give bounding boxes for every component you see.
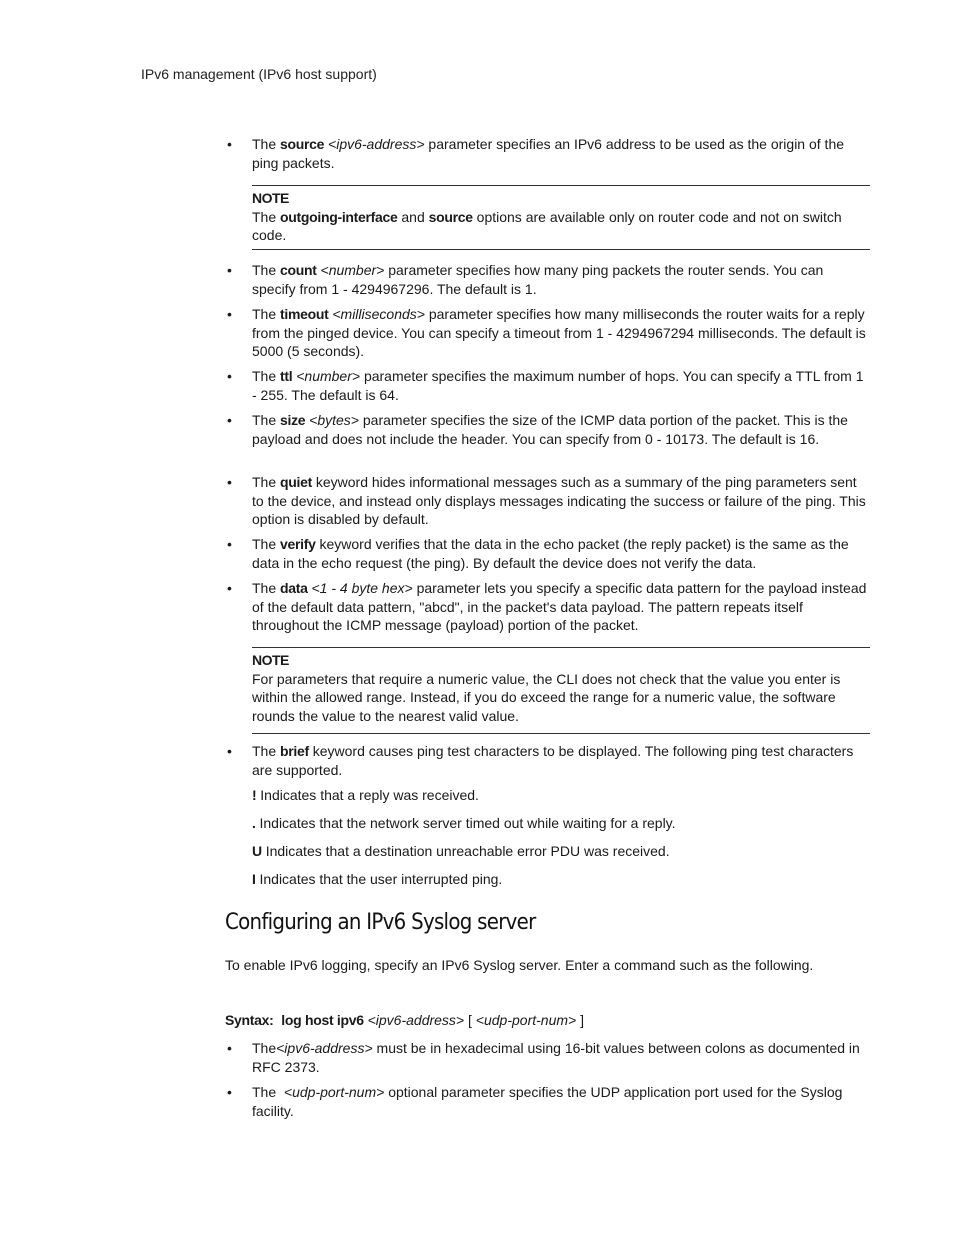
- text: keyword hides informational messages such as a summary of the ping parameters sent to the device, and instead only displays messages indicating the success or failure of the ping. This option is disabled by default.: [252, 474, 866, 527]
- ping-char-symbol: .: [252, 815, 256, 831]
- text: parameter specifies the maximum number of hops. You can specify a TTL from 1 - 255. The default is 64.: [252, 368, 864, 403]
- text: keyword causes ping test characters to be displayed. The following ping test characters are supported.: [252, 743, 854, 778]
- ping-char-timeout: [252, 814, 870, 833]
- text: Indicates that the network server timed out while waiting for a reply.: [255, 815, 676, 831]
- text: The: [252, 208, 281, 225]
- list-item-count: [252, 261, 870, 298]
- keyword-verify: verify: [280, 536, 316, 552]
- text: options are available only on router code and not on switch code.: [252, 208, 842, 243]
- arg-number: <number>: [320, 262, 385, 278]
- running-header: IPv6 management (IPv6 host support): [141, 66, 377, 82]
- text: and: [397, 208, 429, 225]
- arg-milliseconds: <milliseconds>: [332, 306, 425, 322]
- text: parameter specifies the size of the ICMP data portion of the packet. This is the payload and does not include the header. You can specify from 0 - 10173. The default is 16.: [252, 412, 848, 447]
- text: Indicates that a reply was received.: [256, 787, 479, 803]
- keyword-source: source: [280, 136, 325, 152]
- ping-char-reply: [252, 786, 870, 805]
- text: ]: [580, 1012, 584, 1028]
- keyword-brief: brief: [280, 743, 309, 759]
- note-text: For parameters that require a numeric value, the CLI does not check that the value you enter is within the allowed range. Instead, if you do exceed the range for a numeric value, the software rounds the value to the nearest valid value.: [252, 670, 841, 724]
- note-title: NOTE: [252, 652, 289, 668]
- text: The: [252, 1084, 284, 1100]
- text: The: [252, 1040, 277, 1056]
- list-item-quiet: [252, 473, 870, 529]
- text: parameter lets you specify a specific data pattern for the payload instead of the default data pattern, "abcd", in the packet's data payload. The pattern repeats itself throughout the ICMP message (payload) portion of the packet.: [252, 580, 867, 633]
- arg-ipv6-address: <ipv6-address>: [276, 1040, 373, 1056]
- list-item-udp-port: [252, 1083, 870, 1120]
- arg-udp-port-num: <udp-port-num>: [283, 1084, 385, 1100]
- note-box-1: [252, 185, 870, 250]
- text: optional parameter specifies the UDP application port used for the Syslog facility.: [252, 1084, 843, 1119]
- ping-char-symbol: U: [252, 843, 262, 859]
- syntax-command: log host ipv6: [281, 1012, 364, 1028]
- list-item-source: [252, 135, 870, 172]
- text: The: [252, 743, 281, 759]
- keyword-size: size: [280, 412, 306, 428]
- note-box-2: [252, 647, 870, 734]
- text: parameter specifies an IPv6 address to be used as the origin of the ping packets.: [252, 136, 845, 171]
- text: The: [252, 580, 281, 596]
- text: keyword verifies that the data in the echo packet (the reply packet) is the same as the data in the echo request (the ping). By default the device does not verify the data.: [252, 536, 849, 571]
- arg-udp-port-num: <udp-port-num>: [475, 1012, 577, 1028]
- keyword-data: data: [280, 580, 308, 596]
- text: must be in hexadecimal using 16-bit values between colons as documented in RFC 2373.: [252, 1040, 860, 1075]
- keyword-source: source: [428, 208, 473, 225]
- text: parameter specifies how many ping packets the router sends. You can specify from 1 - 4294967296. The default is 1.: [252, 262, 824, 297]
- section-intro: To enable IPv6 logging, specify an IPv6 Syslog server. Enter a command such as the following.: [225, 957, 814, 973]
- text: The: [252, 474, 281, 490]
- text: Indicates that a destination unreachable error PDU was received.: [261, 843, 670, 859]
- arg-number: <number>: [296, 368, 361, 384]
- list-item-timeout: [252, 305, 870, 361]
- list-item-ttl: [252, 367, 870, 404]
- text: The: [252, 536, 281, 552]
- syntax-line: [225, 1011, 865, 1030]
- text: [: [468, 1012, 472, 1028]
- text: The: [252, 136, 281, 152]
- text: The: [252, 368, 281, 384]
- ping-char-interrupted: [252, 870, 870, 889]
- list-item-ipv6-address: [252, 1039, 870, 1076]
- note-text: [252, 208, 870, 245]
- list-item-verify: [252, 535, 870, 572]
- keyword-ttl: ttl: [280, 368, 293, 384]
- text: The: [252, 262, 281, 278]
- keyword-count: count: [280, 262, 317, 278]
- section-heading: Configuring an IPv6 Syslog server: [225, 910, 536, 935]
- keyword-timeout: timeout: [280, 306, 329, 322]
- text: Indicates that the user interrupted ping.: [255, 871, 503, 887]
- text: The: [252, 412, 281, 428]
- list-item-size: [252, 411, 870, 448]
- text: The: [252, 306, 281, 322]
- ping-char-symbol: !: [252, 787, 257, 803]
- keyword-quiet: quiet: [280, 474, 312, 490]
- arg-ipv6-address: <ipv6-address>: [367, 1012, 465, 1028]
- arg-bytes: <bytes>: [309, 412, 359, 428]
- arg-hex: <1 - 4 byte hex>: [311, 580, 413, 596]
- list-item-brief: [252, 742, 870, 779]
- text: parameter specifies how many milliseconds the router waits for a reply from the pinged device. You can specify a timeout from 1 - 4294967294 milliseconds. The default is 5000 (5 seconds).: [252, 306, 866, 359]
- ping-char-unreachable: [252, 842, 870, 861]
- note-title: NOTE: [252, 190, 289, 206]
- ping-char-symbol: I: [252, 871, 256, 887]
- list-item-data: [252, 579, 870, 635]
- syntax-label: Syntax:: [225, 1012, 274, 1028]
- keyword-outgoing-interface: outgoing-interface: [280, 208, 398, 225]
- arg-ipv6-address: <ipv6-address>: [328, 136, 425, 152]
